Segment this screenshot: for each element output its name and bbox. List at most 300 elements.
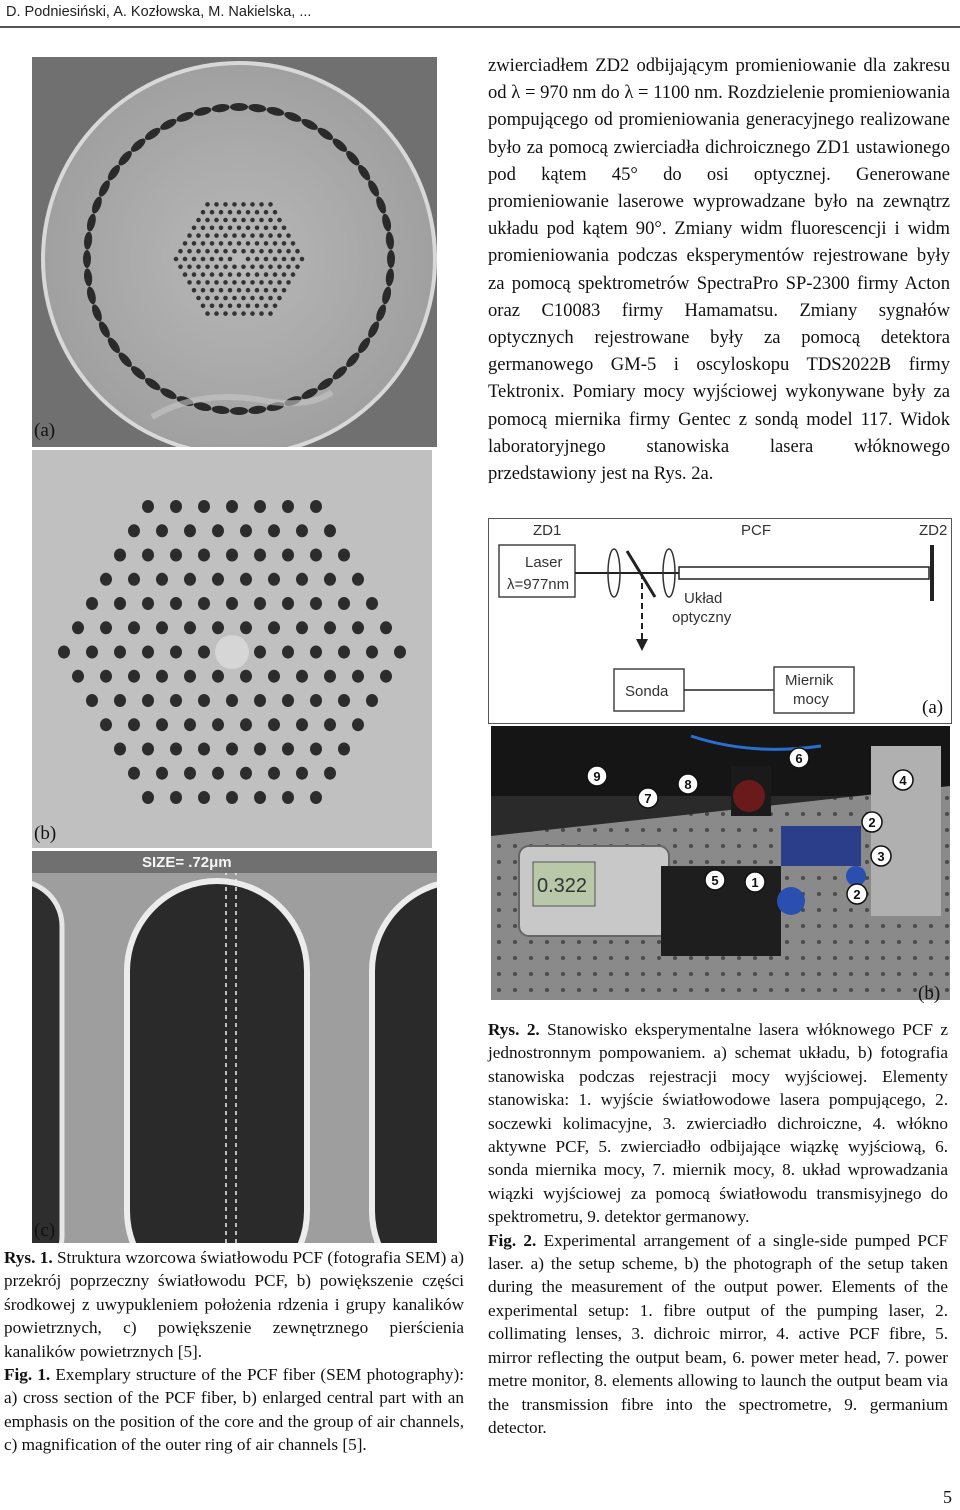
air-hole (196, 249, 201, 254)
air-hole (142, 646, 154, 659)
air-hole (214, 296, 219, 301)
air-hole (273, 288, 278, 293)
callout-number: 2 (868, 815, 876, 830)
air-hole (210, 272, 215, 277)
air-hole (268, 718, 280, 731)
air-hole (394, 646, 406, 659)
air-hole (264, 257, 269, 262)
air-hole (246, 210, 251, 215)
air-hole (240, 573, 252, 586)
air-hole (142, 743, 154, 756)
fig1-label-c: (c) (34, 1220, 56, 1241)
air-hole (232, 249, 237, 254)
air-hole (232, 233, 237, 238)
air-hole (201, 226, 206, 231)
air-hole (296, 670, 308, 683)
svg-text:Sonda: Sonda (625, 683, 669, 700)
air-hole (228, 272, 233, 277)
air-hole (237, 226, 242, 231)
air-hole (259, 218, 264, 223)
fig2-caption-en: Fig. 2. Experimental arrangement of a single-side pumped PCF laser. a) the setup scheme, b) the photograph of the setup taken during the measurement of the output power. Elements of the experimental setup: 1. fibre output of the pumping laser, 2. collimating lenses, 3. dichroic mirror, 4. active PCF fibre, 5. mirror reflecting the output beam, 6. power meter head, 7. power metre monitor, 8. elements allowing to launch the output beam via the transmission fibre into the spectrometre, 9. germanium detector. (488, 1230, 949, 1437)
air-hole (228, 304, 233, 309)
air-hole (212, 718, 224, 731)
air-hole (237, 241, 242, 246)
air-hole (259, 280, 264, 285)
air-hole (86, 597, 98, 610)
air-hole (128, 718, 140, 731)
air-hole (277, 233, 282, 238)
air-hole (295, 249, 300, 254)
air-hole (187, 265, 192, 270)
air-hole (114, 646, 126, 659)
air-hole (198, 646, 210, 659)
fig1-caption-en: Fig. 1. Exemplary structure of the PCF fiber (SEM photography): a) cross section of the PCF fiber, b) enlarged central part with an emphasis on the position of the core and the group of air channels, c) magnification of the outer ring of air channels [5]. (4, 1365, 464, 1455)
air-hole (228, 288, 233, 293)
air-hole (223, 296, 228, 301)
air-hole (201, 272, 206, 277)
fig1-panel-c-image (32, 851, 437, 1243)
air-hole (114, 549, 126, 562)
air-hole (198, 791, 210, 804)
air-hole (310, 791, 322, 804)
air-hole (201, 210, 206, 215)
air-hole (255, 304, 260, 309)
air-hole (246, 288, 251, 293)
air-hole (219, 288, 224, 293)
air-hole (184, 670, 196, 683)
air-hole (259, 296, 264, 301)
air-hole (205, 265, 210, 270)
air-hole (72, 621, 84, 634)
air-hole (187, 233, 192, 238)
air-hole (310, 694, 322, 707)
air-hole (183, 272, 188, 277)
air-hole (196, 296, 201, 301)
air-hole (192, 257, 197, 262)
air-hole (232, 311, 237, 316)
air-channel (83, 250, 91, 268)
air-hole (240, 767, 252, 780)
air-hole (273, 257, 278, 262)
air-hole (246, 257, 251, 262)
fig2-caption (488, 1018, 948, 1439)
air-hole (156, 524, 168, 537)
air-hole (205, 311, 210, 316)
air-hole (255, 272, 260, 277)
air-hole (232, 265, 237, 270)
page-number: 5 (943, 1487, 952, 1507)
air-hole (366, 694, 378, 707)
air-hole (170, 549, 182, 562)
air-hole (232, 296, 237, 301)
air-hole (268, 233, 273, 238)
air-hole (219, 210, 224, 215)
air-hole (205, 280, 210, 285)
air-hole (246, 304, 251, 309)
air-hole (226, 597, 238, 610)
fig2-scheme (488, 518, 952, 724)
air-hole (241, 218, 246, 223)
air-hole (250, 218, 255, 223)
fig1-caption (4, 1246, 464, 1457)
air-hole (205, 296, 210, 301)
air-hole (250, 249, 255, 254)
air-hole (268, 218, 273, 223)
air-hole (142, 597, 154, 610)
air-hole (196, 280, 201, 285)
air-hole (128, 767, 140, 780)
air-hole (268, 311, 273, 316)
air-hole (268, 249, 273, 254)
fig2-caption-pl: Rys. 2. Stanowisko eksperymentalne lasera włóknowego PCF z jednostronnym pompowaniem. a) schemat układu, b) fotografia stanowiska podczas rejestracji mocy wyjściowej. Elementy stanowiska: 1. wyjście światłowodowe lasera pompującego, 2. soczewki kolimacyjne, 3. zwierciadło dichroiczne, 4. włókno aktywne PCF, 5. zwierciadło odbijające wiązkę wyjściową, 6. sonda miernika mocy, 7. miernik mocy, 8. układ wprowadzania wiązki wyjściowej za pomocą światłowodu transmisyjnego do spektrometru, 9. detektor germanowy. (488, 1020, 949, 1227)
air-hole (184, 621, 196, 634)
air-hole (264, 241, 269, 246)
air-hole (226, 500, 238, 513)
air-hole (196, 218, 201, 223)
fig1-label-b: (b) (34, 823, 57, 844)
air-hole (205, 218, 210, 223)
air-hole (156, 573, 168, 586)
label-pcf: PCF (741, 522, 771, 539)
fig1-caption-pl: Rys. 1. Struktura wzorcowa światłowodu PCF (fotografia SEM) a) przekrój poprzeczny światłowodu PCF, b) powiększenie części środkowej z uwypukleniem położenia rdzenia i grupy kanalików powietrznych, c) powiększenie zewnętrznego pierścienia kanalików powietrznych [5]. (4, 1248, 465, 1361)
air-hole (338, 646, 350, 659)
label-zd1: ZD1 (533, 522, 562, 539)
air-hole (246, 226, 251, 231)
air-hole (100, 573, 112, 586)
air-hole (192, 241, 197, 246)
air-hole (128, 670, 140, 683)
air-hole (223, 202, 228, 207)
air-hole (352, 573, 364, 586)
air-hole (223, 280, 228, 285)
air-hole (282, 241, 287, 246)
air-hole (174, 257, 179, 262)
air-hole (219, 304, 224, 309)
air-hole (268, 296, 273, 301)
air-hole (214, 265, 219, 270)
air-hole (241, 202, 246, 207)
air-hole (226, 549, 238, 562)
air-hole (212, 670, 224, 683)
air-channel (230, 407, 248, 415)
air-hole (250, 296, 255, 301)
air-hole (86, 646, 98, 659)
air-hole (250, 265, 255, 270)
fig2-label-b: (b) (918, 983, 941, 1004)
air-hole (380, 621, 392, 634)
callout-number: 5 (711, 873, 719, 888)
air-hole (192, 288, 197, 293)
air-hole (198, 743, 210, 756)
air-hole (86, 694, 98, 707)
air-hole (223, 249, 228, 254)
air-hole (170, 743, 182, 756)
air-hole (282, 694, 294, 707)
air-hole (338, 743, 350, 756)
callout-number: 7 (644, 791, 652, 806)
air-hole (310, 743, 322, 756)
air-hole (264, 210, 269, 215)
air-hole (255, 257, 260, 262)
air-hole (366, 597, 378, 610)
air-hole (210, 241, 215, 246)
air-hole (156, 670, 168, 683)
air-hole (282, 226, 287, 231)
air-hole (128, 573, 140, 586)
air-hole (268, 524, 280, 537)
air-hole (286, 233, 291, 238)
svg-text:Miernik: Miernik (785, 672, 834, 689)
air-hole (310, 500, 322, 513)
air-hole (310, 549, 322, 562)
air-hole (184, 767, 196, 780)
air-hole (187, 280, 192, 285)
air-hole (366, 646, 378, 659)
air-hole (241, 249, 246, 254)
air-hole (201, 257, 206, 262)
callout-number: 9 (593, 769, 601, 784)
air-hole (254, 743, 266, 756)
air-hole (170, 694, 182, 707)
air-hole (250, 311, 255, 316)
air-hole (228, 210, 233, 215)
air-hole (259, 249, 264, 254)
air-hole (254, 500, 266, 513)
air-hole (170, 646, 182, 659)
air-hole (286, 280, 291, 285)
air-hole (296, 767, 308, 780)
air-hole (192, 226, 197, 231)
air-hole (142, 791, 154, 804)
callout-number: 1 (751, 875, 759, 890)
air-hole (226, 694, 238, 707)
air-hole (210, 226, 215, 231)
air-hole (100, 621, 112, 634)
air-hole (282, 272, 287, 277)
air-hole (212, 573, 224, 586)
air-hole (240, 524, 252, 537)
air-hole (255, 226, 260, 231)
air-hole (184, 718, 196, 731)
air-channel (387, 250, 395, 268)
air-hole (237, 210, 242, 215)
air-hole (241, 233, 246, 238)
air-hole (212, 767, 224, 780)
air-hole (338, 597, 350, 610)
air-hole (114, 694, 126, 707)
air-hole (226, 791, 238, 804)
air-hole (277, 280, 282, 285)
air-hole (254, 791, 266, 804)
air-hole (100, 718, 112, 731)
fig2-label-a: (a) (922, 697, 944, 718)
air-hole (170, 791, 182, 804)
fig1-panel-b-image (32, 450, 432, 848)
air-hole (201, 288, 206, 293)
body-paragraph: zwierciadłem ZD2 odbijającym promieniowanie dla zakresu od λ = 970 nm do λ = 1100 nm. Rozdzielenie promieniowania pompującego od promieniowania generacyjnego realizowane było za pomocą zwierciadła dichroicznego ZD1 ustawionego pod kątem 45° do osi optycznej. Generowane promieniowanie laserowe wyprowadzane było na zewnątrz układu pod kątem 90°. Zmiany widm fluorescencji i widm promieniowania podczas eksperymentów rejestrowane były za pomocą spektrometrów SpectraPro SP-2300 firmy Acton oraz C10083 firmy Hamamatsu. Zmiany sygnałów optycznych rejestrowane były za pomocą detektora germanowego GM-5 i oscyloskopu TDS2022B firmy Tektronix. Pomiary mocy wyjściowej wykonywane były za pomocą miernika firmy Gentec z sondą model 117. Widok laboratoryjnego stanowiska lasera włóknowego przedstawiony jest na Rys. 2a. (488, 55, 950, 485)
air-hole (254, 646, 266, 659)
running-header: D. Podniesiński, A. Kozłowska, M. Nakielska, ... (6, 4, 312, 20)
callout-number: 3 (877, 849, 885, 864)
air-hole (128, 621, 140, 634)
svg-text:optyczny: optyczny (672, 609, 732, 626)
header-rule (0, 26, 960, 28)
air-hole (219, 241, 224, 246)
air-hole (223, 233, 228, 238)
air-hole (156, 767, 168, 780)
air-hole (212, 524, 224, 537)
air-hole (296, 621, 308, 634)
air-hole (254, 694, 266, 707)
fig1-panel-a-image (32, 57, 437, 447)
air-hole (228, 226, 233, 231)
air-hole (268, 280, 273, 285)
air-hole (282, 549, 294, 562)
air-hole (210, 257, 215, 262)
air-hole (286, 265, 291, 270)
air-hole (259, 233, 264, 238)
air-hole (324, 767, 336, 780)
air-hole (226, 743, 238, 756)
air-hole (268, 621, 280, 634)
air-hole (214, 218, 219, 223)
air-hole (296, 718, 308, 731)
air-hole (196, 265, 201, 270)
air-hole (338, 694, 350, 707)
air-hole (264, 272, 269, 277)
air-hole (250, 233, 255, 238)
air-hole (273, 272, 278, 277)
air-hole (201, 304, 206, 309)
air-hole (246, 241, 251, 246)
air-hole (240, 718, 252, 731)
air-hole (214, 311, 219, 316)
svg-text:mocy: mocy (793, 691, 829, 708)
air-hole (210, 304, 215, 309)
air-hole (295, 265, 300, 270)
air-hole (250, 202, 255, 207)
air-hole (240, 670, 252, 683)
air-hole (212, 621, 224, 634)
air-hole (291, 257, 296, 262)
svg-text:Układ: Układ (684, 590, 723, 607)
air-hole (114, 743, 126, 756)
air-hole (170, 500, 182, 513)
air-hole (72, 670, 84, 683)
air-hole (296, 573, 308, 586)
air-hole (324, 718, 336, 731)
air-hole (228, 241, 233, 246)
svg-text:λ=977nm: λ=977nm (507, 576, 570, 593)
air-hole (184, 573, 196, 586)
air-hole (183, 241, 188, 246)
air-hole (241, 280, 246, 285)
air-hole (184, 524, 196, 537)
air-hole (324, 670, 336, 683)
air-hole (237, 304, 242, 309)
air-hole (156, 718, 168, 731)
air-hole (183, 257, 188, 262)
air-hole (201, 241, 206, 246)
air-hole (324, 573, 336, 586)
air-hole (237, 272, 242, 277)
air-hole (128, 524, 140, 537)
air-hole (156, 621, 168, 634)
air-hole (268, 202, 273, 207)
air-hole (187, 249, 192, 254)
air-hole (100, 670, 112, 683)
air-hole (282, 500, 294, 513)
air-hole (268, 767, 280, 780)
label-zd2: ZD2 (919, 522, 948, 539)
meter-reading: 0.322 (537, 875, 588, 897)
air-hole (264, 288, 269, 293)
air-hole (240, 621, 252, 634)
air-hole (296, 524, 308, 537)
air-hole (198, 597, 210, 610)
svg-text:Laser: Laser (525, 554, 563, 571)
air-hole (282, 791, 294, 804)
air-hole (268, 670, 280, 683)
air-hole (223, 218, 228, 223)
air-hole (282, 288, 287, 293)
fig2-photo (491, 726, 950, 1000)
air-hole (219, 272, 224, 277)
air-hole (142, 549, 154, 562)
air-hole (277, 218, 282, 223)
air-hole (142, 500, 154, 513)
air-hole (282, 597, 294, 610)
air-hole (282, 743, 294, 756)
fig1-label-a: (a) (34, 420, 56, 441)
air-hole (205, 202, 210, 207)
air-hole (228, 257, 233, 262)
air-hole (250, 280, 255, 285)
callout-number: 2 (853, 887, 861, 902)
air-hole (58, 646, 70, 659)
air-hole (214, 280, 219, 285)
air-hole (114, 597, 126, 610)
air-hole (300, 257, 305, 262)
air-hole (170, 597, 182, 610)
air-hole (268, 573, 280, 586)
air-hole (273, 304, 278, 309)
air-hole (255, 241, 260, 246)
air-channel (230, 103, 248, 111)
air-hole (291, 241, 296, 246)
air-hole (324, 524, 336, 537)
air-hole (178, 249, 183, 254)
air-hole (286, 249, 291, 254)
air-hole (198, 549, 210, 562)
air-hole (282, 257, 287, 262)
callout-number: 8 (684, 777, 692, 792)
air-hole (210, 288, 215, 293)
air-hole (273, 226, 278, 231)
air-hole (255, 210, 260, 215)
air-hole (282, 646, 294, 659)
air-hole (237, 288, 242, 293)
air-hole (380, 670, 392, 683)
air-hole (214, 249, 219, 254)
air-hole (196, 233, 201, 238)
air-hole (264, 226, 269, 231)
air-hole (232, 280, 237, 285)
air-hole (268, 265, 273, 270)
air-hole (277, 265, 282, 270)
air-hole (310, 597, 322, 610)
air-hole (192, 272, 197, 277)
